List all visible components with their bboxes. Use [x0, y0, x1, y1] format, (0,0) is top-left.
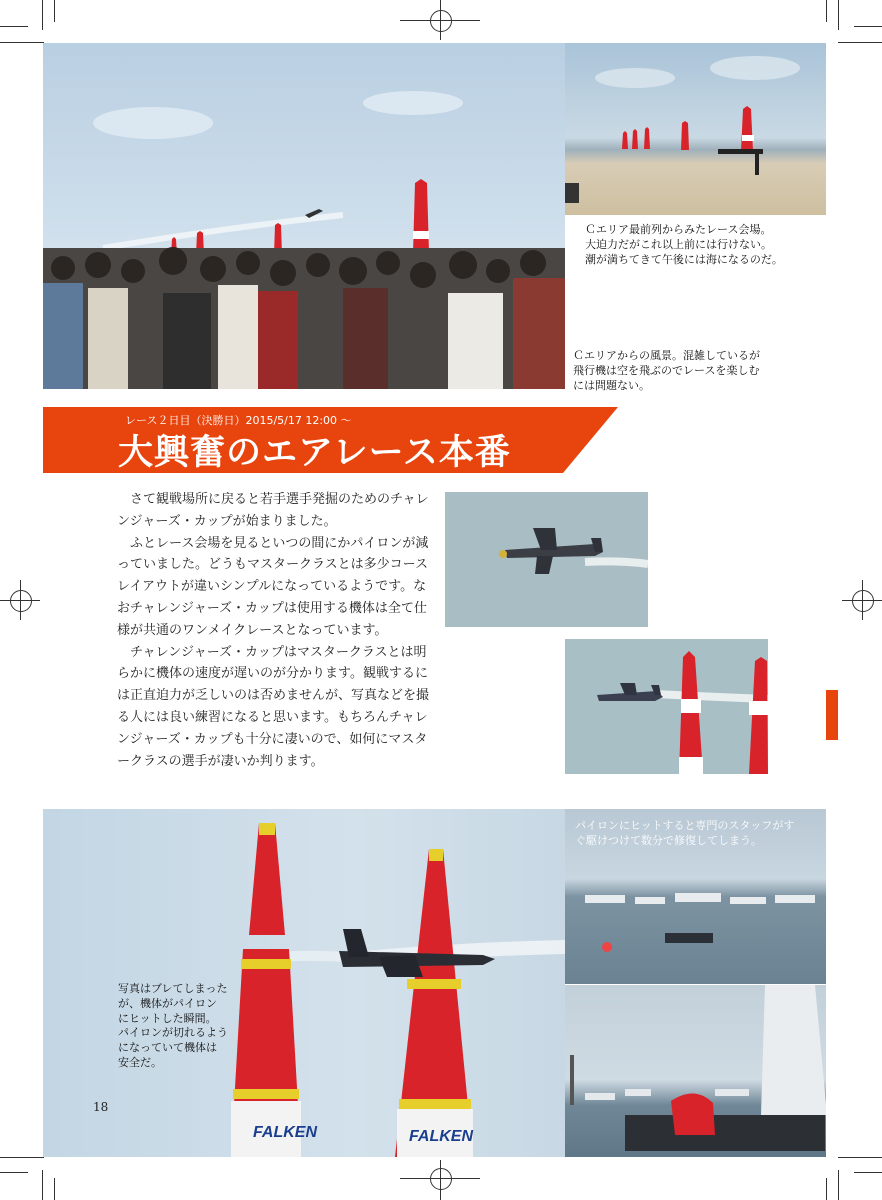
crop-mark	[854, 26, 882, 27]
rescue-boat	[665, 933, 713, 943]
plane-pylon-scene	[565, 639, 768, 774]
crop-mark	[826, 1178, 827, 1200]
crop-mark	[42, 1170, 43, 1200]
crop-mark	[0, 42, 44, 43]
repair-barge	[625, 1115, 825, 1151]
crop-mark	[0, 1172, 28, 1173]
crop-mark	[838, 42, 882, 43]
crop-mark	[826, 0, 827, 22]
pylon-logo: FALKEN	[409, 1128, 473, 1145]
plane-pylon-photo	[565, 639, 768, 774]
crop-mark	[54, 1178, 55, 1200]
pylon-icon	[761, 985, 826, 1115]
crop-mark	[854, 1172, 882, 1173]
registration-mark	[10, 590, 32, 612]
plane-scene	[445, 492, 648, 627]
pylon-icon	[741, 106, 754, 151]
pylon-logo: FALKEN	[253, 1124, 317, 1141]
crowd-photo	[43, 43, 565, 389]
beach-photo	[565, 43, 826, 215]
crop-mark	[838, 1157, 882, 1158]
boats-caption: パイロンにヒットすると専門のスタッフがす ぐ駆けつけて数分で修復してしまう。	[575, 819, 795, 847]
article-body	[117, 489, 433, 772]
beach-scene	[565, 43, 826, 215]
section-banner	[43, 407, 618, 473]
repair-scene	[565, 985, 826, 1157]
pylon-icon	[231, 823, 301, 1157]
crowd-scene	[43, 43, 565, 389]
buoy-icon	[602, 942, 612, 952]
plane-icon	[499, 528, 603, 574]
crop-mark	[54, 0, 55, 22]
crop-mark	[838, 0, 839, 30]
page-number: 18	[93, 1100, 109, 1114]
section-title: 大興奮のエアレース本番	[118, 433, 511, 473]
body-paragraph: チャレンジャーズ・カップはマスタークラスとは明らかに機体の速度が遅いのが分かります。観戦するには正直迫力が乏しいのは否めませんが、写真などを撮る人には良い練習になると思います。もちろんチャレンジャーズ・カップも十分に凄いので、如何にマスタークラスの選手が凄いか判ります。	[117, 644, 430, 769]
plane-icon	[597, 683, 663, 701]
plane-photo	[445, 492, 648, 627]
registration-mark	[430, 10, 452, 32]
crowd-caption: Ｃエリアからの風景。混雑しているが 飛行機は空を飛ぶのでレースを楽しむ には問題ない。	[573, 349, 760, 392]
pylon-icon	[395, 849, 473, 1157]
repair-photo	[565, 985, 826, 1157]
crop-mark	[42, 0, 43, 30]
crop-mark	[838, 1170, 839, 1200]
registration-mark	[430, 1168, 452, 1190]
pylon-icon	[413, 179, 429, 253]
beach-caption: Ｃエリア最前列からみたレース会場。 大迫力だがこれ以上前には行けない。 潮が満ちてきて午後には海になるのだ。	[585, 223, 783, 266]
section-subtitle: レース２日目（決勝日）2015/5/17 12:00 ～	[125, 414, 352, 427]
body-paragraph: さて観戦場所に戻ると若手選手発掘のためのチャレンジャーズ・カップが始まりました。	[117, 492, 429, 529]
page-tab-marker	[826, 690, 838, 740]
body-paragraph: ふとレース会場を見るといつの間にかパイロンが減っていました。どうもマスタークラスとは多少コースレイアウトが違いシンプルになっているようです。なおチャレンジャーズ・カップは使用する機体は全て仕様が共通のワンメイクレースとなっています。	[117, 535, 429, 638]
pylon-icon	[749, 657, 768, 774]
pylon-icon	[679, 651, 703, 774]
crop-mark	[0, 26, 28, 27]
hit-caption: 写真はブレてしまった が、機体がパイロン にヒットした瞬間。 パイロンが切れるよう になっていて機体は 安全だ。	[118, 982, 228, 1069]
registration-mark	[852, 590, 874, 612]
crop-mark	[0, 1157, 44, 1158]
